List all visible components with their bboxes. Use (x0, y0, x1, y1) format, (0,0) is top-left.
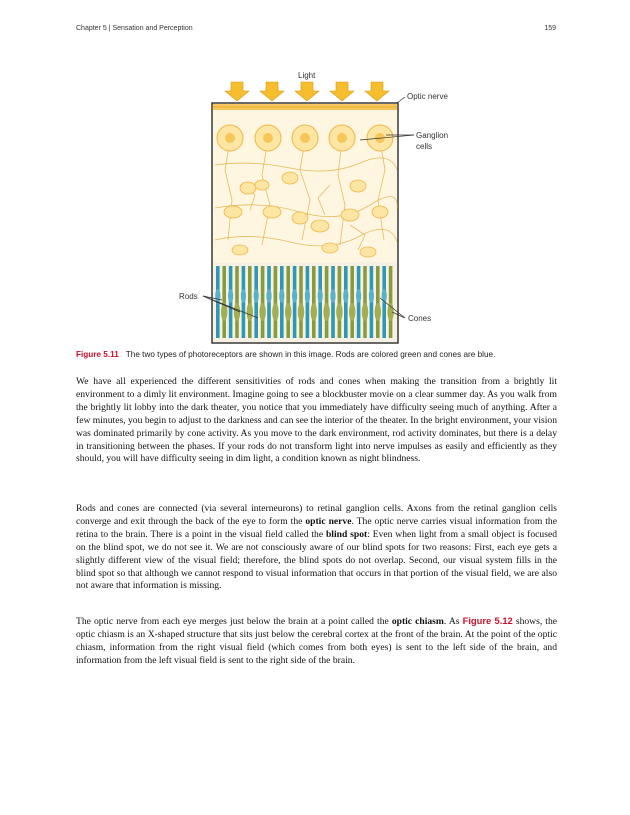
term-optic-chiasm: optic chiasm (391, 616, 444, 627)
light-label: Light (298, 71, 316, 80)
photoreceptor-figure (0, 0, 630, 345)
paragraph-3: The optic nerve from each eye merges just below the brain at a point called the optic chiasm. As Figure 5.12 shows, the optic chiasm is an X-shaped structure that sits just below the cerebral cortex at the front of the brain. At the point of the optic chiasm, information from the right visual field (which comes from both eyes) is sent to the left side of the brain, and information from the left visual field is sent to the right side of the brain. (76, 615, 558, 666)
rod-cell (274, 266, 278, 338)
rod-cell (299, 266, 303, 338)
photoreceptor-band (213, 262, 397, 342)
page-number: 159 (544, 25, 556, 32)
cone-nucleus (241, 289, 246, 303)
figure-caption-text: The two types of photoreceptors are shown in this image. Rods are colored green and cones are blue. (125, 350, 496, 359)
rod-nucleus (272, 303, 278, 321)
cone-nucleus (382, 289, 387, 303)
rod-cell (363, 266, 367, 338)
rod-cell (261, 266, 265, 338)
rod-nucleus (375, 303, 381, 321)
figure-5-12-link[interactable]: Figure 5.12 (462, 615, 513, 626)
term-optic-nerve: optic nerve (305, 515, 352, 527)
cone-nucleus (228, 289, 233, 303)
rod-cell (338, 266, 342, 338)
running-header: Chapter 5 | Sensation and Perception (76, 25, 193, 32)
term-blind-spot: blind spot (325, 528, 368, 540)
rod-cell (248, 266, 252, 338)
rod-cell (235, 266, 239, 338)
light-arrow-icon (295, 82, 319, 101)
cone-nucleus (369, 289, 374, 303)
rod-nucleus (247, 303, 253, 321)
paragraph-2: Rods and cones are connected (via several interneurons) to retinal ganglion cells. Axons from the retinal ganglion cells converge and exit through the back of the eye to form the optic nerve. The optic nerve carries visual information from the retina to the brain. There is a point in the visual field called the blind spot: Even when light from a small object is focused on the blind spot, we do not see it. We are not consciously aware of our blind spots for two reasons: First, each eye gets a slightly different view of the visual field; therefore, the blind spots do not overlap. Second, our visual system fills in the blind spot so that although we cannot respond to visual information that occurs in that portion of the visual field, we are also not aware that information is missing. (76, 503, 558, 592)
rod-nucleus (362, 303, 368, 321)
ganglion-label-line2: cells (416, 142, 433, 151)
rod-nucleus (336, 303, 342, 321)
cone-nucleus (330, 289, 335, 303)
cone-nucleus (254, 289, 259, 303)
rod-cell (389, 266, 393, 338)
optic-nerve-label: Optic nerve (407, 92, 448, 101)
rod-cell (376, 266, 380, 338)
cone-nucleus (292, 289, 297, 303)
rod-cell (286, 266, 290, 338)
figure-number: Figure 5.11 (76, 350, 119, 359)
cone-nucleus (305, 289, 310, 303)
light-arrow-icon (365, 82, 389, 101)
paragraph-1: We have all experienced the different sensitivities of rods and cones when making the transition from a brightly lit environment to a dimly lit environment. Imagine going to see a blockbuster movie on a clear summer day. As you walk from the brightly lit lobby into the dark theater, you notice that you immediately have difficulty seeing much of anything. After a few minutes, you begin to adjust to the darkness and can see the interior of the theater. In the bright environment, your vision was dominated primarily by cone activity. As you move to the dark environment, rod activity dominates, but there is a delay in transitioning between the phases. If your rods do not transform light into nerve impulses as easily and efficiently as they should, you will have difficulty seeing in dim light, a condition known as night blindness. (76, 376, 557, 465)
cone-nucleus (356, 289, 361, 303)
cones-label: Cones (408, 314, 432, 323)
light-arrow-icon (260, 82, 284, 101)
rod-nucleus (259, 303, 265, 321)
cone-nucleus (343, 289, 348, 303)
rod-nucleus (323, 303, 329, 321)
rod-cell (350, 266, 354, 338)
cone-nucleus (318, 289, 323, 303)
light-arrow-icon (330, 82, 354, 101)
rod-cell (222, 266, 226, 338)
rod-nucleus (285, 303, 291, 321)
light-arrows (225, 82, 389, 101)
ganglion-label-line1: Ganglion (416, 131, 449, 140)
cone-nucleus (279, 289, 284, 303)
rod-cell (325, 266, 329, 338)
rod-nucleus (311, 303, 317, 321)
rod-nucleus (349, 303, 355, 321)
figure-caption (76, 350, 566, 359)
rods-label: Rods (179, 292, 198, 301)
light-arrow-icon (225, 82, 249, 101)
rod-nucleus (298, 303, 304, 321)
rod-cell (312, 266, 316, 338)
rod-nucleus (387, 303, 393, 321)
cone-nucleus (266, 289, 271, 303)
